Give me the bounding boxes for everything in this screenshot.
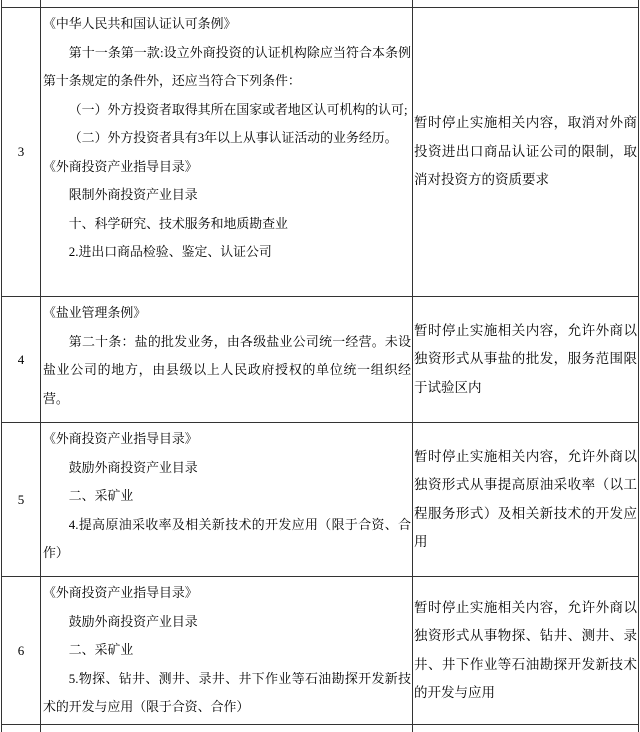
regulation-paragraph: 十、科学研究、技术服务和地质勘查业	[68, 216, 288, 231]
regulation-paragraph: 第二十条：盐的批发业务，由各级盐业公司统一经营。未设盐业公司的地方，由县级以上人民政府授权的单位统一组织经营。	[43, 334, 411, 406]
table-row	[2, 577, 639, 725]
table-row	[2, 8, 639, 297]
regulation-cell	[41, 8, 413, 297]
row-number-cell	[2, 297, 41, 423]
regulation-paragraph: 鼓励外商投资产业目录	[68, 614, 198, 629]
row-number-cell	[2, 577, 41, 725]
cropped-row-bottom	[2, 725, 639, 732]
empty-cell	[2, 0, 41, 8]
regulation-paragraph: 《外商投资产业指导目录》	[43, 586, 198, 600]
table-row	[2, 297, 639, 423]
regulation-paragraph: 二、采矿业	[68, 643, 134, 657]
regulation-paragraph: 《外商投资产业指导目录》	[43, 159, 198, 174]
empty-cell	[2, 725, 41, 732]
adjustment-text: 暂时停止实施相关内容，允许外商以独资形式从事物探、钻井、测井、录井、井下作业等石油勘探开发新技术的开发与应用	[414, 599, 637, 700]
adjustment-cell	[413, 297, 639, 423]
regulation-paragraph: （二）外方投资者具有3年以上从事认证活动的业务经历。	[68, 131, 398, 145]
empty-cell	[41, 0, 413, 8]
regulation-cell	[41, 577, 413, 725]
adjustment-cell	[413, 8, 639, 297]
regulation-table	[1, 0, 639, 732]
row-number-cell	[2, 8, 41, 297]
regulation-paragraph: 鼓励外商投资产业目录	[68, 460, 198, 475]
adjustment-text: 暂时停止实施相关内容，允许外商以独资形式从事盐的批发，服务范围限于试验区内	[414, 322, 637, 395]
regulation-paragraph: 《盐业管理条例》	[43, 306, 147, 320]
adjustment-cell	[413, 577, 639, 725]
empty-cell	[413, 725, 639, 732]
regulation-paragraph: （一）外方投资者取得其所在国家或者地区认可机构的认可;	[68, 102, 408, 117]
regulation-paragraph: 2.进出口商品检验、鉴定、认证公司	[68, 245, 272, 259]
row-number: 3	[17, 144, 25, 159]
regulation-paragraph: 《外商投资产业指导目录》	[43, 432, 198, 446]
row-number: 5	[17, 491, 25, 507]
empty-cell	[41, 725, 413, 732]
empty-cell	[413, 0, 639, 8]
regulation-paragraph: 4.提高原油采收率及相关新技术的开发应用（限于合资、合作）	[43, 517, 411, 560]
regulation-cell	[41, 297, 413, 423]
regulation-paragraph: 5.物探、钻井、测井、录井、井下作业等石油勘探开发新技术的开发与应用（限于合资、合作）	[43, 671, 411, 714]
row-number: 4	[17, 351, 25, 367]
cropped-row-top	[2, 0, 639, 8]
table-body	[2, 0, 639, 732]
adjustment-text: 暂时停止实施相关内容，允许外商以独资形式从事提高原油采收率（以工程服务形式）及相关新技术的开发应用	[414, 448, 637, 549]
row-number: 6	[17, 642, 25, 658]
adjustment-text: 暂时停止实施相关内容，取消对外商投资进出口商品认证公司的限制，取消对投资方的资质要求	[414, 115, 637, 188]
regulation-paragraph: 《中华人民共和国认证认可条例》	[43, 17, 237, 31]
row-number-cell	[2, 423, 41, 577]
regulation-paragraph: 二、采矿业	[68, 489, 134, 503]
regulation-paragraph: 第十一条第一款:设立外商投资的认证机构除应当符合本条例第十条规定的条件外，还应当符合下列条件：	[43, 45, 411, 88]
adjustment-cell	[413, 423, 639, 577]
regulation-paragraph: 限制外商投资产业目录	[68, 188, 198, 202]
regulation-cell	[41, 423, 413, 577]
table-row	[2, 423, 639, 577]
